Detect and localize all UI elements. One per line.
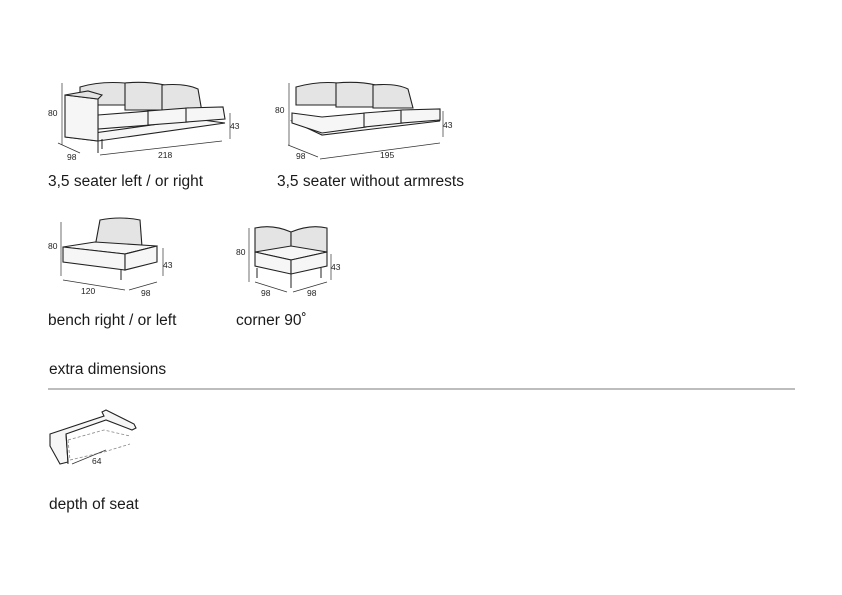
dim-height: 80 [236, 247, 246, 257]
sofa-3-5-seater-no-arm-drawing [268, 75, 468, 165]
section-divider [48, 388, 795, 390]
corner-drawing [235, 218, 355, 303]
dim-depth-right: 98 [307, 288, 317, 298]
caption-corner: corner 90˚ [236, 312, 307, 329]
dim-width: 195 [380, 150, 395, 160]
dim-width: 120 [81, 286, 96, 296]
dim-depth: 98 [67, 152, 77, 162]
seat-depth-drawing [46, 404, 146, 484]
dim-depth-left: 98 [261, 288, 271, 298]
bench-drawing [45, 212, 185, 302]
caption-bench: bench right / or left [48, 312, 177, 329]
dim-height: 80 [275, 105, 285, 115]
caption-depth-of-seat: depth of seat [49, 496, 139, 513]
dim-width: 218 [158, 150, 173, 160]
caption-sofa-no-arm: 3,5 seater without armrests [277, 173, 464, 190]
caption-sofa-arm: 3,5 seater left / or right [48, 173, 204, 190]
dim-height: 80 [48, 108, 58, 118]
dim-seat-height: 43 [163, 260, 173, 270]
dim-depth: 98 [296, 151, 306, 161]
dim-seat-depth: 64 [92, 456, 102, 466]
dim-depth: 98 [141, 288, 151, 298]
dim-seat-height: 43 [331, 262, 341, 272]
section-title: extra dimensions [49, 361, 167, 378]
dim-seat-height: 43 [230, 121, 240, 131]
sofa-3-5-seater-arm-drawing [40, 75, 250, 165]
dim-height: 80 [48, 241, 58, 251]
dim-seat-height: 43 [443, 120, 453, 130]
